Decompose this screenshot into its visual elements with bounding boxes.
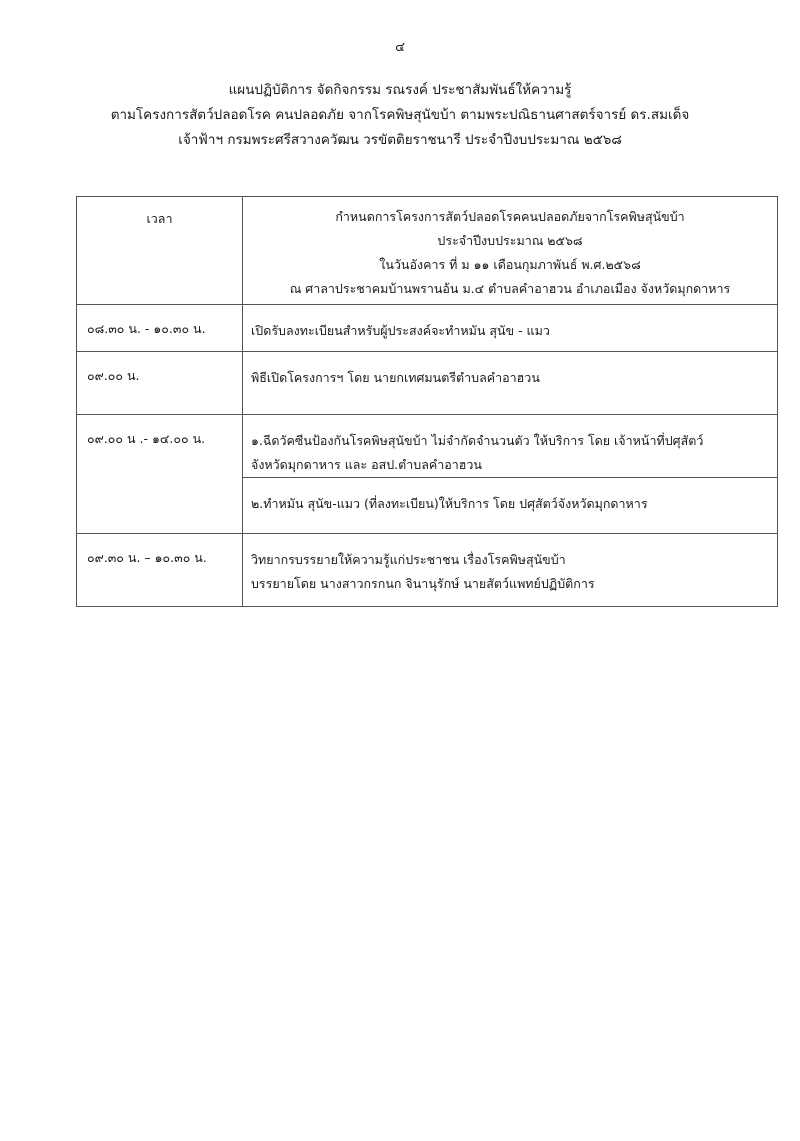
activity-line: พิธีเปิดโครงการฯ โดย นายกเทศมนตรีตำบลคำอาฮวน	[251, 370, 540, 385]
schedule-table	[76, 196, 778, 607]
title-line-1: แผนปฏิบัติการ จัดกิจกรรม รณรงค์ ประชาสัมพันธ์ให้ความรู้	[228, 82, 572, 98]
table-row	[77, 352, 778, 415]
activity-cell	[243, 478, 778, 534]
title-line-2: ตามโครงการสัตว์ปลอดโรค คนปลอดภัย จากโรคพิษสุนัขบ้า ตามพระปณิธานศาสตร์จารย์ ดร.สมเด็จ	[110, 107, 690, 123]
page-number: ๔	[395, 40, 405, 55]
table-row	[77, 305, 778, 352]
activity-cell	[243, 415, 778, 478]
header-line: ประจำปีงบประมาณ ๒๕๖๘	[437, 233, 583, 248]
activity-line: บรรยายโดย นางสาวกรกนก จินานุรักษ์ นายสัตว์แพทย์ปฏิบัติการ	[251, 576, 595, 591]
activity-line: ๒.ทำหมัน สุนัข-แมว (ที่ลงทะเบียน)ให้บริการ โดย ปศุสัตว์จังหวัดมุกดาหาร	[251, 496, 648, 511]
table-row	[77, 534, 778, 607]
activity-line: เปิดรับลงทะเบียนสำหรับผู้ประสงค์จะทำหมัน สุนัข - แมว	[251, 323, 550, 338]
time-cell: ๐๘.๓๐ น. - ๑๐.๓๐ น.	[77, 305, 243, 352]
activity-cell	[243, 305, 778, 352]
time-cell: ๐๙.๐๐ น.	[77, 352, 243, 415]
table-row	[77, 415, 778, 478]
activity-line: วิทยากรบรรยายให้ความรู้แก่ประชาชน เรื่องโรคพิษสุนัขบ้า	[251, 552, 566, 567]
header-line: ณ ศาลาประชาคมบ้านพรานอ้น ม.๔ ตำบลคำอาฮวน อำเภอเมือง จังหวัดมุกดาหาร	[289, 281, 731, 296]
time-cell: ๐๙.๓๐ น. – ๑๐.๓๐ น.	[77, 534, 243, 607]
document-title	[0, 78, 800, 153]
table-header-row	[77, 197, 778, 305]
title-line-3: เจ้าฟ้าฯ กรมพระศรีสวางควัฒน วรขัตติยราชนารี ประจำปีงบประมาณ ๒๕๖๘	[178, 132, 622, 148]
header-time-cell: เวลา	[77, 197, 243, 305]
header-title-cell	[243, 197, 778, 305]
time-cell: ๐๙.๐๐ น .- ๑๔.๐๐ น.	[77, 415, 243, 534]
activity-line: จังหวัดมุกดาหาร และ อสป.ตำบลคำอาฮวน	[251, 457, 482, 472]
header-line: กำหนดการโครงการสัตว์ปลอดโรคคนปลอดภัยจากโรคพิษสุนัขบ้า	[335, 209, 685, 224]
activity-cell	[243, 534, 778, 607]
activity-cell	[243, 352, 778, 415]
activity-line: ๑.ฉีดวัคซีนป้องกันโรคพิษสุนัขบ้า ไม่จำกัดจำนวนตัว ให้บริการ โดย เจ้าหน้าที่ปศุสัตว์	[251, 433, 704, 448]
header-line: ในวันอังคาร ที่ ม ๑๑ เดือนกุมภาพันธ์ พ.ศ.๒๕๖๘	[379, 257, 641, 272]
